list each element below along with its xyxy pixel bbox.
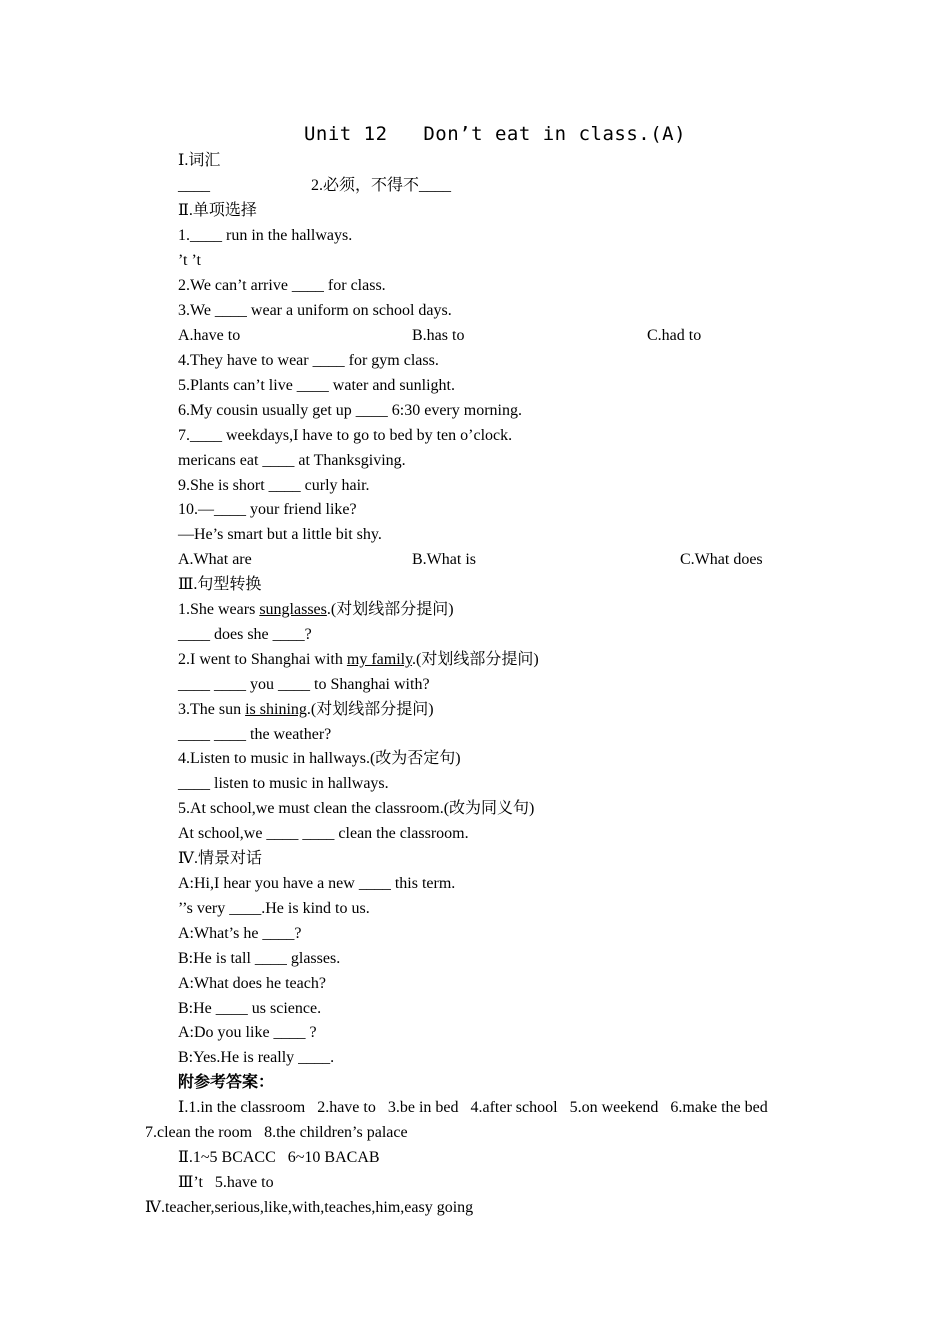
transform-s2-post: .(对划线部分提问)	[412, 651, 539, 668]
choice-q8: mericans eat ____ at Thanksgiving.	[178, 452, 406, 469]
dialogue-line-3: A:What’s he ____?	[178, 925, 302, 942]
section-heading-vocab: Ⅰ.词汇	[178, 152, 221, 169]
transform-s2-underlined: my family	[346, 651, 413, 668]
choice-q6: 6.My cousin usually get up ____ 6:30 every morning.	[178, 402, 522, 419]
section-heading-choice: Ⅱ.单项选择	[178, 202, 257, 219]
dialogue-line-5: A:What does he teach?	[178, 975, 326, 992]
choice-q5: 5.Plants can’t live ____ water and sunlight.	[178, 377, 455, 394]
transform-s1-answer: ____ does she ____?	[178, 626, 312, 643]
answers-section-1-continued: 7.clean the room 8.the children’s palace	[145, 1124, 408, 1141]
transform-s5: 5.At school,we must clean the classroom.(改为同义句)	[178, 800, 535, 817]
choice-q7: 7.____ weekdays,I have to go to bed by ten o’clock.	[178, 427, 513, 444]
choice-q3-option-b: B.has to	[412, 327, 465, 344]
transform-s2-pre: 2.I went to Shanghai with	[178, 651, 347, 668]
answers-section-1: Ⅰ.1.in the classroom 2.have to 3.be in bed 4.after school 5.on weekend 6.make the bed	[178, 1099, 768, 1116]
section-heading-transform: Ⅲ.句型转换	[178, 576, 262, 593]
choice-q1: 1.____ run in the hallways.	[178, 227, 353, 244]
transform-s1-pre: 1.She wears	[178, 601, 260, 618]
section-heading-dialogue: Ⅳ.情景对话	[178, 850, 262, 867]
answers-section-3: Ⅲ’t 5.have to	[178, 1174, 274, 1191]
choice-q10-option-b: B.What is	[412, 551, 476, 568]
transform-s4-answer: ____ listen to music in hallways.	[178, 775, 389, 792]
choice-q10-option-a: A.What are	[178, 551, 252, 568]
transform-s2	[178, 650, 539, 670]
transform-s3-underlined: is shining	[245, 701, 307, 718]
transform-s3	[178, 700, 434, 720]
transform-s3-answer: ____ ____ the weather?	[178, 726, 332, 743]
transform-s3-pre: 3.The sun	[178, 701, 246, 718]
dialogue-line-2: ’’s very ____.He is kind to us.	[178, 900, 370, 917]
answers-section-4: Ⅳ.teacher,serious,like,with,teaches,him,easy going	[145, 1199, 474, 1216]
choice-q1-options: ’t ’t	[178, 252, 201, 269]
dialogue-line-8: B:Yes.He is really ____.	[178, 1049, 335, 1066]
choice-q9: 9.She is short ____ curly hair.	[178, 477, 370, 494]
page-title: Unit 12 Don’t eat in class.(A)	[303, 123, 687, 145]
choice-q3-option-a: A.have to	[178, 327, 241, 344]
dialogue-line-4: B:He is tall ____ glasses.	[178, 950, 341, 967]
transform-s1	[178, 600, 454, 620]
transform-s1-underlined: sunglasses	[259, 601, 327, 618]
transform-s2-answer: ____ ____ you ____ to Shanghai with?	[178, 676, 430, 693]
vocab-item-2: 2.必须，不得不____	[311, 177, 452, 194]
dialogue-line-6: B:He ____ us science.	[178, 1000, 322, 1017]
choice-q3-option-c: C.had to	[647, 327, 702, 344]
choice-q10: 10.—____ your friend like?	[178, 501, 357, 518]
transform-s4: 4.Listen to music in hallways.(改为否定句)	[178, 750, 461, 767]
transform-s5-answer: At school,we ____ ____ clean the classroom.	[178, 825, 469, 842]
choice-q10-reply: —He’s smart but a little bit shy.	[178, 526, 382, 543]
transform-s3-post: .(对划线部分提问)	[306, 701, 434, 718]
dialogue-line-7: A:Do you like ____ ?	[178, 1024, 317, 1041]
choice-q4: 4.They have to wear ____ for gym class.	[178, 352, 439, 369]
dialogue-line-1: A:Hi,I hear you have a new ____ this term.	[178, 875, 456, 892]
transform-s1-post: .(对划线部分提问)	[326, 601, 454, 618]
choice-q3: 3.We ____ wear a uniform on school days.	[178, 302, 452, 319]
choice-q10-option-c: C.What does	[680, 551, 763, 568]
answers-heading: 附参考答案：	[178, 1074, 275, 1091]
choice-q2: 2.We can’t arrive ____ for class.	[178, 277, 386, 294]
answers-section-2: Ⅱ.1~5 BCACC 6~10 BACAB	[178, 1149, 380, 1166]
vocab-item-1: ____	[178, 177, 210, 194]
